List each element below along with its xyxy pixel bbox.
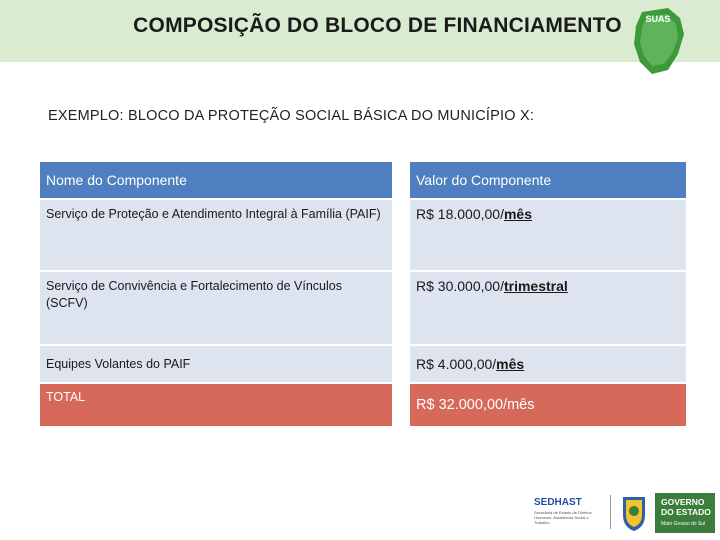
footer-divider — [610, 495, 611, 529]
coat-of-arms-icon — [617, 493, 651, 533]
header-name: Nome do Componente — [40, 162, 401, 199]
value-amount: R$ 4.000,00/ — [416, 356, 497, 372]
total-label: TOTAL — [40, 383, 401, 427]
value-period: mês — [503, 206, 532, 222]
header-value: Valor do Componente — [401, 162, 686, 199]
footer-logos — [520, 487, 720, 537]
component-name: Serviço de Convivência e Fortalecimento de Vínculos (SCFV) — [40, 271, 401, 345]
table-header-row — [40, 162, 686, 199]
component-value — [401, 271, 686, 345]
value-period: trimestral — [503, 278, 568, 294]
sedhast-subtitle: Secretaria de Estado de Direitos Humanos, Assistência Social e Trabalho — [534, 510, 592, 525]
component-name: Serviço de Proteção e Atendimento Integral à Família (PAIF) — [40, 199, 401, 271]
component-name: Equipes Volantes do PAIF — [40, 345, 401, 383]
total-value: R$ 32.000,00/mês — [401, 383, 686, 427]
sedhast-logo: SEDHAST — [534, 497, 582, 508]
page-title: COMPOSIÇÃO DO BLOCO DE FINANCIAMENTO — [133, 14, 622, 37]
table-row — [40, 271, 686, 345]
suas-logo — [628, 4, 690, 78]
table-row — [40, 345, 686, 383]
table-row — [40, 199, 686, 271]
financing-table — [40, 162, 686, 428]
svg-text:SUAS: SUAS — [645, 14, 671, 24]
subtitle: EXEMPLO: BLOCO DA PROTEÇÃO SOCIAL BÁSICA DO MUNICÍPIO X: — [48, 108, 535, 124]
total-row — [40, 383, 686, 427]
component-value — [401, 345, 686, 383]
government-logo: GOVERNO DO ESTADO Mato Grosso do Sul — [655, 493, 715, 533]
value-amount: R$ 30.000,00/ — [416, 278, 504, 294]
component-value — [401, 199, 686, 271]
value-period: mês — [496, 356, 525, 372]
value-amount: R$ 18.000,00/ — [416, 206, 504, 222]
